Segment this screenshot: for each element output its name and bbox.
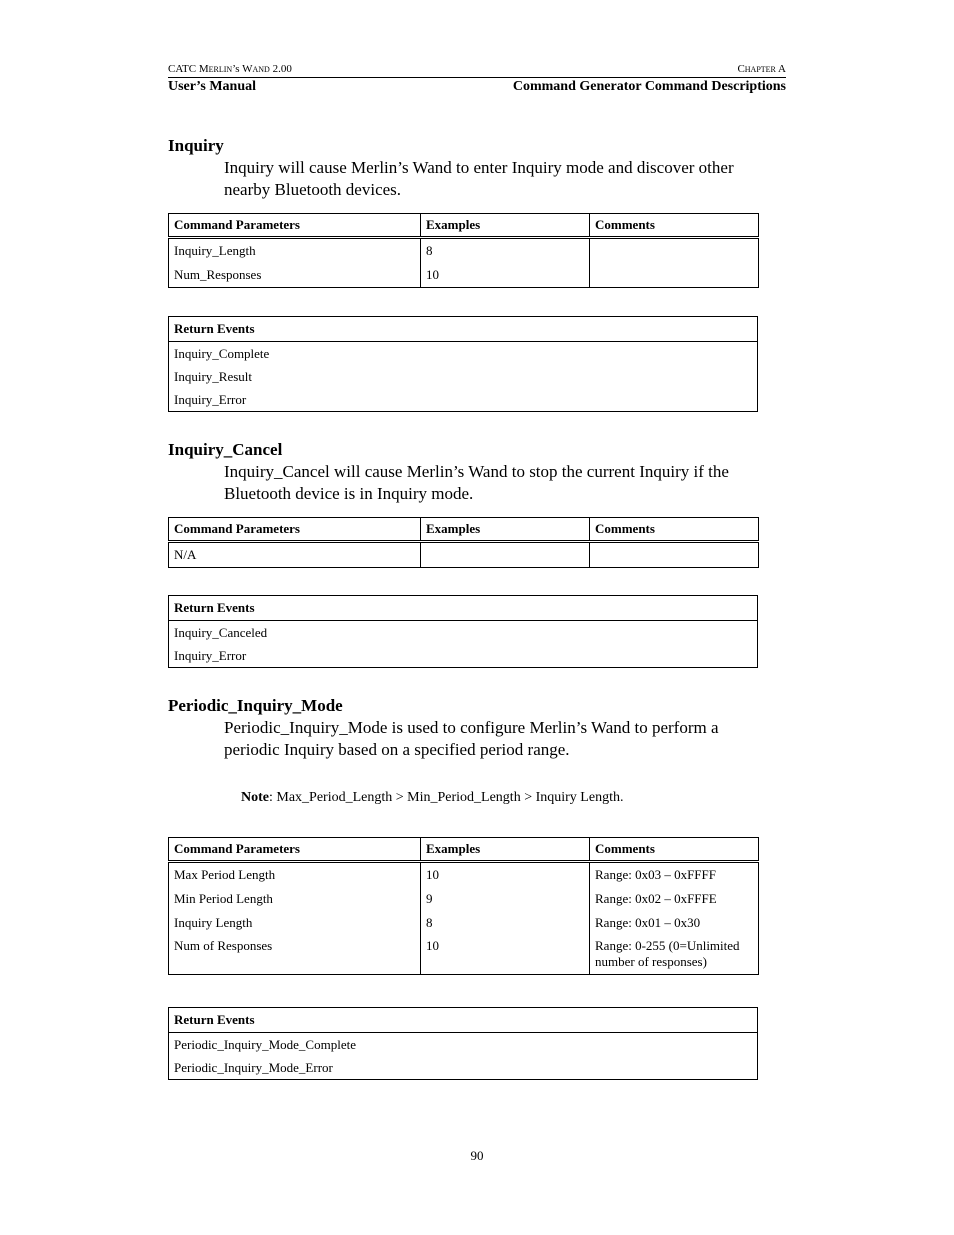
section-description-inquiry: Inquiry will cause Merlin’s Wand to enter Inquiry mode and discover other nearby Bluetooth devices. [224,158,734,199]
comment-cell: Range: 0x01 – 0x30 [590,911,759,935]
events-table-inquiry [168,316,758,412]
params-table-inquiry [168,213,759,288]
table-header-row [169,1008,758,1033]
table-row [169,263,759,288]
event-cell: Inquiry_Complete [169,342,758,366]
header-section-title: Command Generator Command Descriptions [512,79,786,94]
param-cell: Min Period Length [169,887,421,911]
example-cell: 10 [421,862,590,888]
section-description-periodic-inquiry-mode: Periodic_Inquiry_Mode is used to configure Merlin’s Wand to perform a periodic Inquiry based on a specified period range. [224,718,719,759]
column-header: Examples [421,518,590,542]
event-cell: Periodic_Inquiry_Mode_Complete [169,1033,758,1057]
comment-cell: Range: 0x02 – 0xFFFE [590,887,759,911]
param-cell: Num_Responses [169,263,421,288]
column-header: Comments [590,518,759,542]
column-header: Return Events [169,1008,758,1033]
section-title-inquiry: Inquiry [168,136,224,155]
page-number: 90 [470,1148,484,1163]
header-manual-title: User’s Manual [168,79,257,94]
note-text: : Max_Period_Length > Min_Period_Length > Inquiry Length. [269,790,624,805]
table-header-row [169,518,759,542]
table-row [169,644,758,668]
example-cell: 8 [421,911,590,935]
comment-cell: Range: 0-255 (0=Unlimited number of responses) [590,935,759,975]
column-header: Comments [590,838,759,862]
comment-cell [590,238,759,264]
header-product-title: CATC Merlin’s Wand 2.00 [168,63,292,75]
params-table-periodic-inquiry-mode [168,837,759,975]
event-cell: Inquiry_Canceled [169,621,758,645]
table-row [169,862,759,888]
table-header-row [169,838,759,862]
note-label: Note [241,790,269,805]
table-row [169,365,758,388]
example-cell: 8 [421,238,590,264]
param-cell: Max Period Length [169,862,421,888]
table-row [169,887,759,911]
table-row [169,1033,758,1057]
table-row [169,1056,758,1080]
section-title-inquiry-cancel: Inquiry_Cancel [168,440,283,459]
column-header: Command Parameters [169,518,421,542]
table-header-row [169,317,758,342]
events-table-periodic-inquiry-mode [168,1007,758,1080]
event-cell: Periodic_Inquiry_Mode_Error [169,1056,758,1080]
example-cell [421,542,590,568]
table-row [169,911,759,935]
table-row [169,621,758,645]
param-cell: Inquiry Length [169,911,421,935]
event-cell: Inquiry_Error [169,388,758,412]
running-header-top [168,63,786,78]
header-chapter: Chapter A [737,63,786,75]
event-cell: Inquiry_Error [169,644,758,668]
column-header: Command Parameters [169,214,421,238]
section-title-periodic-inquiry-mode: Periodic_Inquiry_Mode [168,696,343,715]
comment-cell: Range: 0x03 – 0xFFFF [590,862,759,888]
note [241,790,623,806]
example-cell: 10 [421,935,590,975]
column-header: Return Events [169,596,758,621]
example-cell: 10 [421,263,590,288]
table-row [169,238,759,264]
events-table-inquiry-cancel [168,595,758,668]
example-cell: 9 [421,887,590,911]
param-cell: Inquiry_Length [169,238,421,264]
table-header-row [169,596,758,621]
table-row [169,542,759,568]
params-table-inquiry-cancel [168,517,759,568]
param-cell: N/A [169,542,421,568]
table-row [169,342,758,366]
table-header-row [169,214,759,238]
section-description-inquiry-cancel: Inquiry_Cancel will cause Merlin’s Wand to stop the current Inquiry if the Bluetooth device is in Inquiry mode. [224,462,729,503]
table-row [169,388,758,412]
comment-cell [590,542,759,568]
column-header: Return Events [169,317,758,342]
column-header: Examples [421,214,590,238]
event-cell: Inquiry_Result [169,365,758,388]
param-cell: Num of Responses [169,935,421,975]
table-row [169,935,759,975]
comment-cell [590,263,759,288]
column-header: Examples [421,838,590,862]
column-header: Comments [590,214,759,238]
column-header: Command Parameters [169,838,421,862]
